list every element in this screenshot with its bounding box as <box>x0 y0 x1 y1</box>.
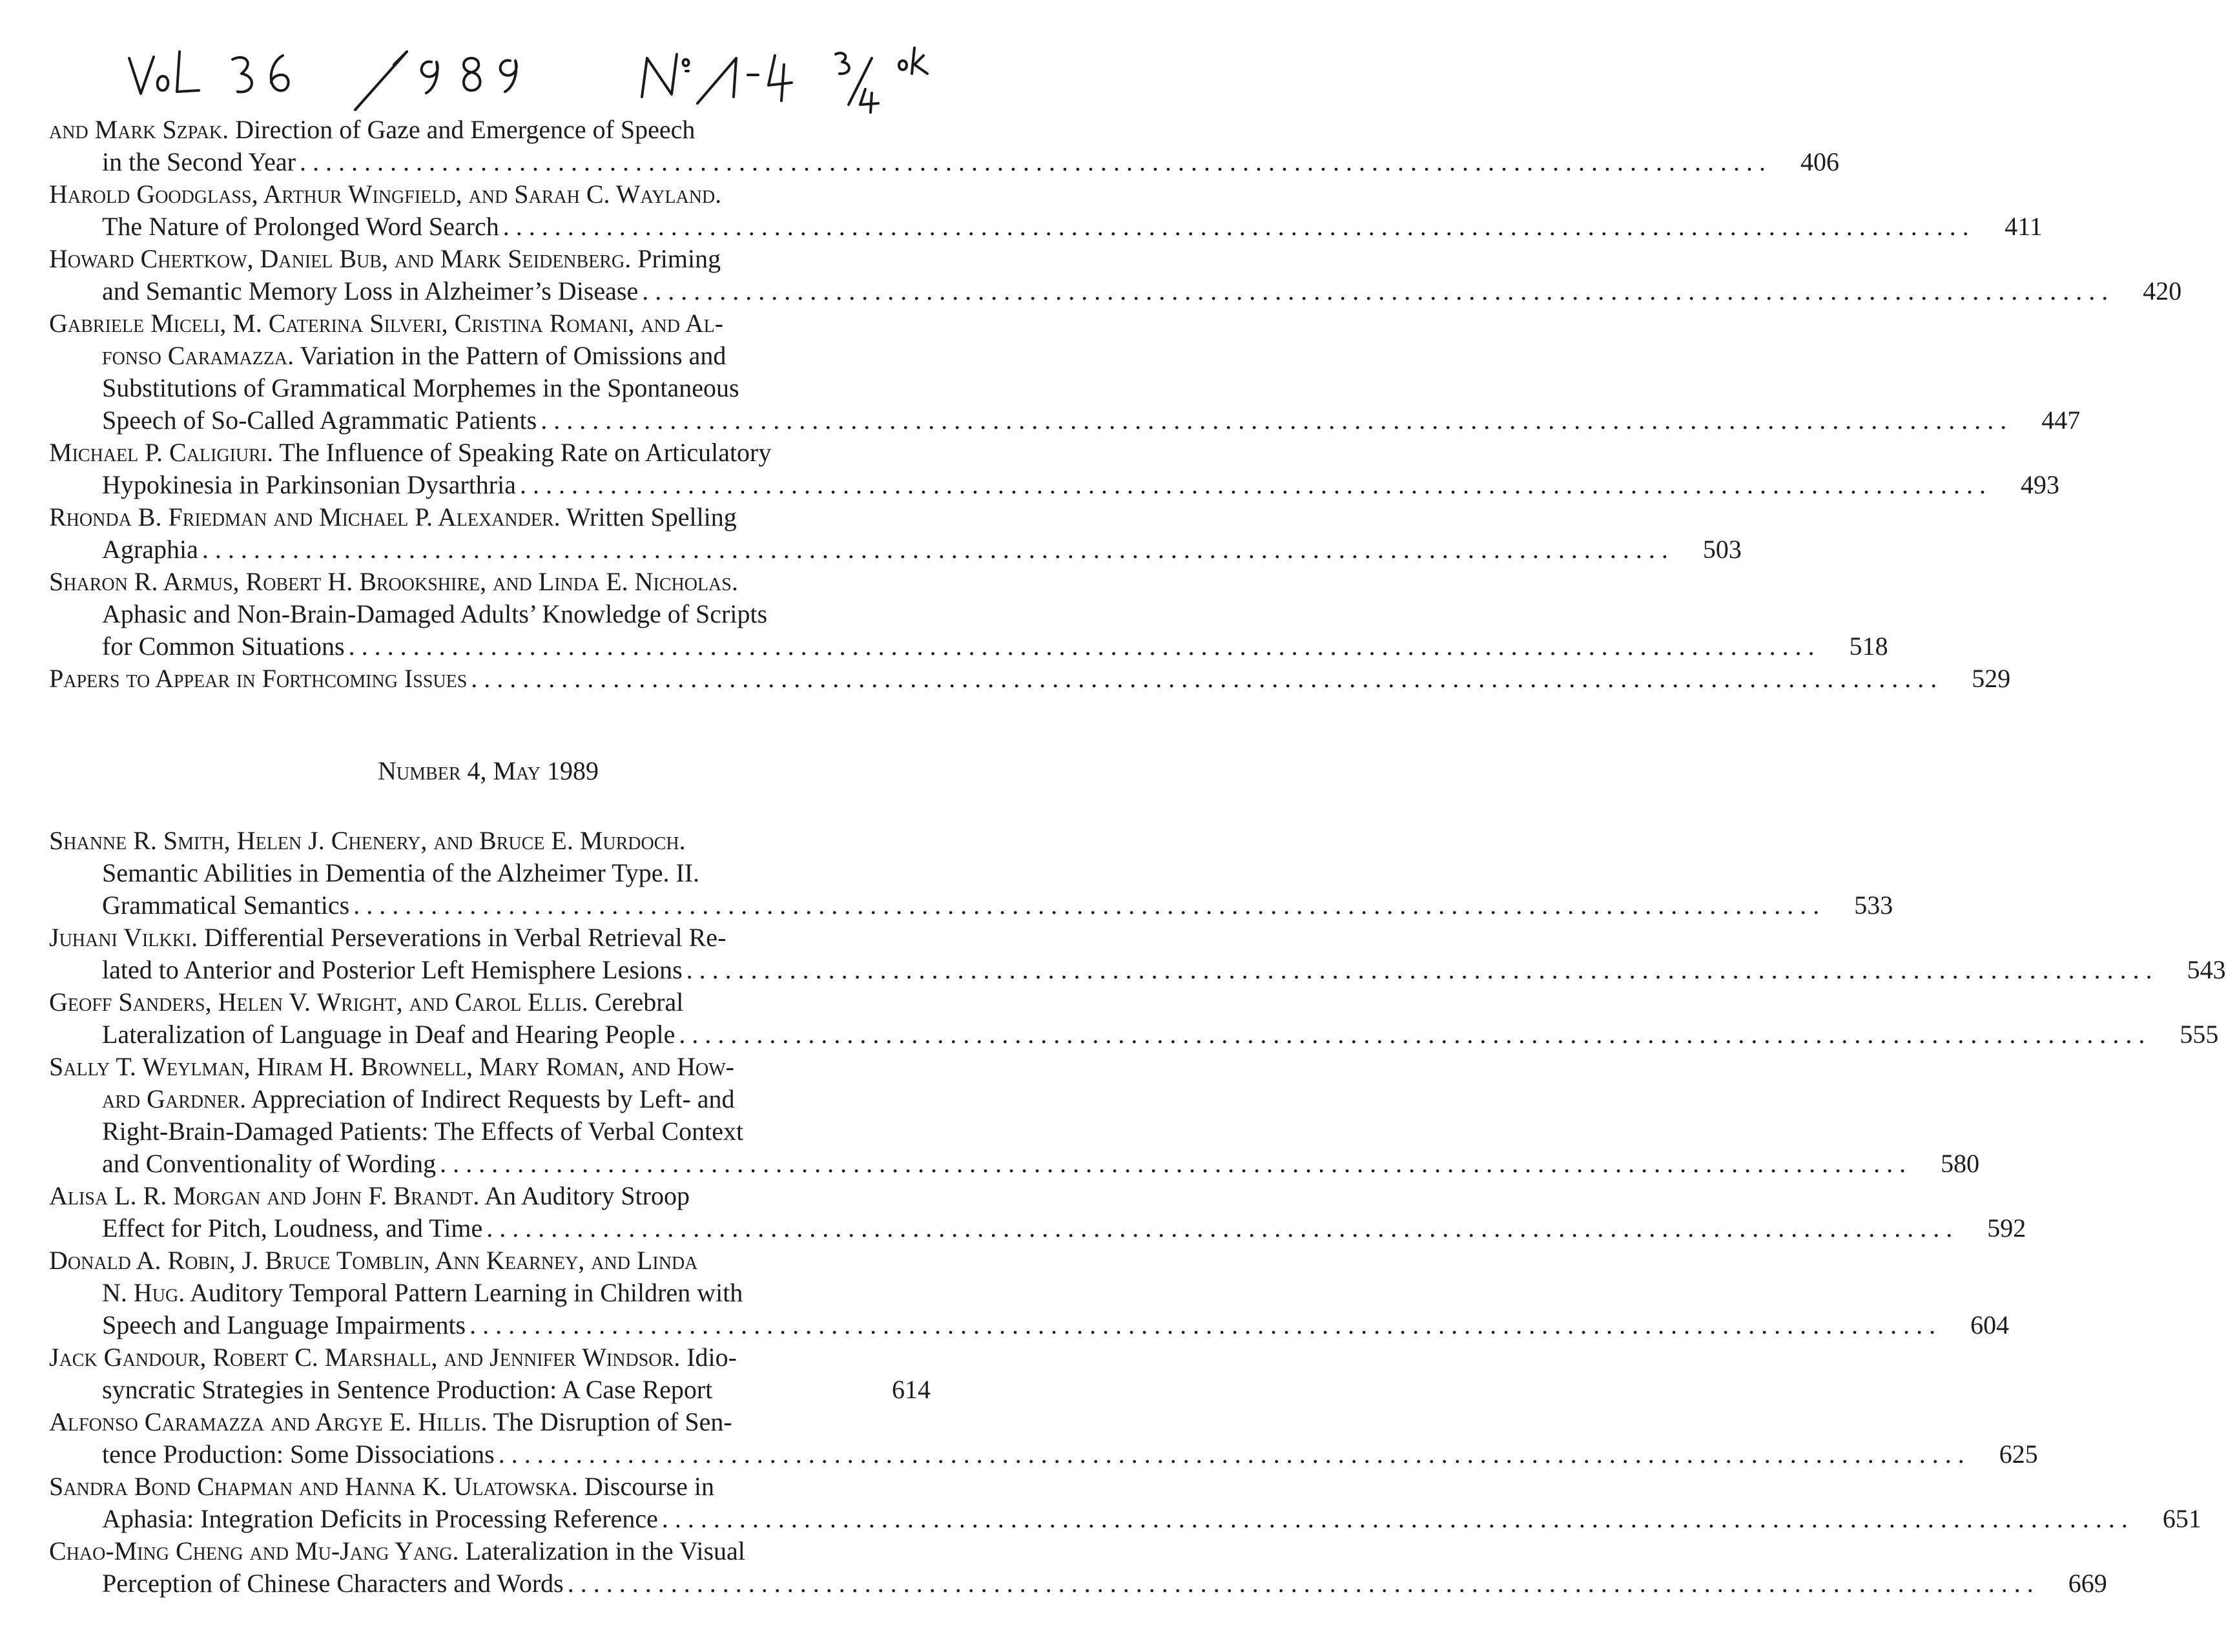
dot-leader <box>679 1018 2145 1051</box>
issue-3-entry <box>49 243 2182 307</box>
entry-line <box>49 1018 2219 1051</box>
entry-title: Discourse in <box>577 1472 714 1501</box>
page-number: 493 <box>2021 470 2059 499</box>
entry-line-text <box>102 1567 564 1600</box>
entry-line-text <box>102 146 296 178</box>
dot-leader <box>300 146 1766 178</box>
entry-line <box>49 566 931 598</box>
issue-3-entry <box>49 114 1839 178</box>
entry-authors: Chao-Ming Cheng and Mu-Jang Yang. <box>49 1536 459 1565</box>
entry-title: Direction of Gaze and Emergence of Speech <box>229 115 696 144</box>
entry-line <box>49 1503 2201 1535</box>
entry-line <box>49 404 2081 437</box>
entry-line-text <box>49 437 771 469</box>
entry-line <box>49 1180 931 1212</box>
handwritten-volume-note <box>123 32 936 116</box>
dot-leader <box>520 469 1986 501</box>
issue-4-entry <box>49 986 2219 1051</box>
entry-title: Written Spelling <box>560 502 737 532</box>
entry-line <box>49 986 931 1018</box>
entry-line-text <box>102 404 537 437</box>
entry-line-text <box>102 340 726 372</box>
entry-line <box>49 630 1888 663</box>
page-number: 411 <box>2004 212 2043 241</box>
entry-title: Speech of So-Called Agrammatic Patients <box>102 406 537 435</box>
entry-line <box>49 1471 931 1503</box>
entry-line-text <box>102 1438 495 1471</box>
dot-leader <box>499 1438 1964 1471</box>
entry-title: tence Production: Some Dissociations <box>102 1440 495 1469</box>
entry-line <box>49 954 2226 986</box>
entry-line-text <box>49 1244 697 1277</box>
entry-title: Right-Brain-Damaged Patients: The Effects of Verbal Context <box>102 1117 744 1146</box>
entry-title: Appreciation of Indirect Requests by Left- and <box>246 1084 735 1113</box>
entry-authors: Juhani Vilkki. <box>49 923 198 952</box>
entry-authors: Sandra Bond Chapman and Hanna K. Ulatowska. <box>49 1472 578 1501</box>
entry-authors: Howard Chertkow, Daniel Bub, and Mark Seidenberg. <box>49 244 632 273</box>
entry-line <box>49 501 931 533</box>
issue-3-entry <box>49 307 2081 437</box>
entry-title: Speech and Language Impairments <box>102 1310 466 1339</box>
entry-authors: N. Hug. <box>102 1278 185 1307</box>
entry-line <box>49 663 2011 695</box>
entry-line-text <box>102 1115 743 1148</box>
entry-line-text <box>49 1406 732 1438</box>
entry-line-text <box>49 663 467 695</box>
page-number: 406 <box>1800 147 1839 176</box>
entry-title: Idio- <box>680 1343 737 1372</box>
entry-title: Aphasic and Non-Brain-Damaged Adults’ Knowledge of Scripts <box>102 599 768 628</box>
entry-line <box>49 1406 931 1438</box>
page-number: 592 <box>1987 1213 2026 1243</box>
entry-line-text <box>102 1083 735 1115</box>
entry-authors: Alfonso Caramazza and Argye E. Hillis. <box>49 1407 488 1436</box>
entry-line-text <box>49 1051 734 1083</box>
entry-title: Effect for Pitch, Loudness, and Time <box>102 1213 483 1243</box>
entry-line-text <box>49 307 723 340</box>
dot-leader <box>440 1148 1906 1180</box>
entry-line-text <box>102 1148 436 1180</box>
entry-line <box>49 1374 931 1406</box>
entry-title: Auditory Temporal Pattern Learning in Children with <box>185 1278 743 1307</box>
entry-line <box>49 598 931 630</box>
entry-line <box>49 922 931 954</box>
entry-title: Perception of Chinese Characters and Words <box>102 1569 564 1598</box>
entry-authors: Sally T. Weylman, Hiram H. Brownell, Mary Roman, and How- <box>49 1052 734 1081</box>
entry-title: An Auditory Stroop <box>479 1181 690 1210</box>
entry-line <box>49 1051 931 1083</box>
entry-title: Lateralization of Language in Deaf and Hearing People <box>102 1020 675 1049</box>
entry-line-text <box>49 825 686 857</box>
page-number: 651 <box>2162 1504 2201 1533</box>
entry-title: lated to Anterior and Posterior Left Hemisphere Lesions <box>102 955 683 984</box>
entry-line <box>49 469 2059 501</box>
entry-line <box>49 340 931 372</box>
dot-leader <box>541 404 2006 437</box>
dot-leader <box>349 630 1815 663</box>
entry-line <box>49 114 931 146</box>
entry-line <box>49 1212 2026 1244</box>
entry-title: Aphasia: Integration Deficits in Processing Reference <box>102 1504 658 1533</box>
entry-title: Substitutions of Grammatical Morphemes in the Spontaneous <box>102 373 739 402</box>
issue-3-entry <box>49 437 2059 501</box>
entry-line-text <box>49 1535 745 1567</box>
dot-leader <box>568 1567 2034 1600</box>
entry-authors: Shanne R. Smith, Helen J. Chenery, and Bruce E. Murdoch. <box>49 826 686 855</box>
issue-4-entry <box>49 825 1893 922</box>
page-number: 533 <box>1854 891 1893 920</box>
entry-line <box>49 1083 931 1115</box>
entry-line-text <box>102 1374 712 1406</box>
entry-line <box>49 1277 931 1309</box>
entry-authors: Donald A. Robin, J. Bruce Tomblin, Ann Kearney, and Linda <box>49 1246 698 1275</box>
entry-line-text <box>49 986 683 1018</box>
issue-3-entry <box>49 178 2043 243</box>
entry-line <box>49 1535 931 1567</box>
entry-line <box>49 1309 2010 1341</box>
entry-authors: Rhonda B. Friedman and Michael P. Alexander. <box>49 502 561 532</box>
issue-4-entry <box>49 1341 931 1406</box>
page-number: 580 <box>1941 1149 1980 1178</box>
entry-title: The Disruption of Sen- <box>487 1407 732 1436</box>
entry-line-text <box>102 469 516 501</box>
entry-authors: Alisa L. R. Morgan and John F. Brandt. <box>49 1181 480 1210</box>
page-number: 543 <box>2187 955 2226 984</box>
entry-line-text <box>102 1277 743 1309</box>
entry-title: and Conventionality of Wording <box>102 1149 437 1178</box>
entry-line <box>49 1148 1980 1180</box>
dot-leader <box>686 954 2152 986</box>
issue-4-entry <box>49 1471 2201 1535</box>
page-number: 669 <box>2068 1569 2107 1598</box>
entry-line-text <box>102 1212 482 1244</box>
page-number: 518 <box>1849 632 1888 661</box>
section-heading-number-4: Number 4, May 1989 <box>378 756 599 785</box>
entry-authors: Gabriele Miceli, M. Caterina Silveri, Cristina Romani, and Al- <box>49 309 724 338</box>
issue-3-entry <box>49 566 1888 663</box>
entry-line-text <box>102 372 739 404</box>
issue-4-entry <box>49 1244 2010 1341</box>
entry-line-text <box>102 954 683 986</box>
entry-authors: Sharon R. Armus, Robert H. Brookshire, and Linda E. Nicholas. <box>49 567 738 596</box>
entry-title: Differential Perseverations in Verbal Retrieval Re- <box>198 923 727 952</box>
entry-line-text <box>102 211 499 243</box>
entry-line-text <box>49 243 721 275</box>
entry-line <box>49 1567 2107 1600</box>
entry-line-text <box>102 630 345 663</box>
entry-title: for Common Situations <box>102 632 345 661</box>
entry-line <box>49 211 2043 243</box>
issue-4-entry <box>49 1180 2026 1244</box>
entry-line <box>49 533 1742 566</box>
entry-line-text <box>49 1471 714 1503</box>
entry-line <box>49 146 1839 178</box>
entry-line-text <box>49 922 726 954</box>
entry-line-text <box>49 178 721 211</box>
entry-title: Agraphia <box>102 535 198 564</box>
entry-title: Cerebral <box>588 987 684 1017</box>
entry-line <box>49 889 1893 922</box>
contents-list-issue-3 <box>49 114 2182 695</box>
entry-line <box>49 372 931 404</box>
entry-line-text <box>49 1180 690 1212</box>
page-number: 529 <box>1972 664 2011 693</box>
entry-line <box>49 275 2182 307</box>
entry-line-text <box>102 857 699 889</box>
issue-4-entry <box>49 1535 2107 1600</box>
entry-authors: and Mark Szpak. <box>49 115 229 144</box>
dot-leader <box>662 1503 2128 1535</box>
dot-leader <box>353 889 1819 922</box>
entry-title: in the Second Year <box>102 147 296 176</box>
entry-line-text <box>49 501 737 533</box>
entry-line-text <box>102 275 638 307</box>
entry-line <box>49 307 931 340</box>
entry-line <box>49 178 931 211</box>
issue-4-entry <box>49 1051 1980 1180</box>
page-number: 447 <box>2041 406 2081 435</box>
contents-list-issue-4 <box>49 825 2226 1600</box>
entry-line-text <box>49 1341 737 1374</box>
entry-line-text <box>102 533 198 566</box>
entry-line <box>49 1115 931 1148</box>
entry-title: Variation in the Pattern of Omissions and <box>294 341 727 370</box>
entry-line <box>49 825 931 857</box>
page-number: 614 <box>892 1375 931 1404</box>
entry-line-text <box>49 114 695 146</box>
dot-leader <box>642 275 2108 307</box>
entry-title: The Nature of Prolonged Word Search <box>102 212 499 241</box>
issue-3-entry <box>49 501 1742 566</box>
entry-line-text <box>102 1309 466 1341</box>
entry-authors: Geoff Sanders, Helen V. Wright, and Carol Ellis. <box>49 987 588 1017</box>
entry-title: syncratic Strategies in Sentence Production: A Case Report <box>102 1375 713 1404</box>
entry-line <box>49 1244 931 1277</box>
dot-leader <box>503 211 1969 243</box>
entry-line-text <box>49 566 738 598</box>
entry-line-text <box>102 1503 658 1535</box>
dot-leader <box>469 1309 1935 1341</box>
dot-leader <box>202 533 1668 566</box>
entry-authors: Michael P. Caligiuri. <box>49 438 274 467</box>
page-number: 420 <box>2143 276 2182 305</box>
entry-line-text <box>102 598 767 630</box>
entry-title: Priming <box>631 244 721 273</box>
entry-line <box>49 243 931 275</box>
entry-title: Lateralization in the Visual <box>459 1536 745 1565</box>
entry-authors: fonso Caramazza. <box>102 341 294 370</box>
entry-authors: Jack Gandour, Robert C. Marshall, and Jennifer Windsor. <box>49 1343 681 1372</box>
page-number: 604 <box>1970 1310 2010 1339</box>
entry-line-text <box>102 889 349 922</box>
entry-title: The Influence of Speaking Rate on Articulatory <box>273 438 772 467</box>
dot-leader <box>471 663 1937 695</box>
entry-line <box>49 857 931 889</box>
entry-title: Grammatical Semantics <box>102 891 350 920</box>
entry-title: Hypokinesia in Parkinsonian Dysarthria <box>102 470 516 499</box>
entry-authors: Harold Goodglass, Arthur Wingfield, and Sarah C. Wayland. <box>49 180 722 209</box>
entry-line-text <box>102 1018 675 1051</box>
entry-authors: Papers to Appear in Forthcoming Issues <box>49 664 468 693</box>
entry-authors: ard Gardner. <box>102 1084 247 1113</box>
issue-3-entry <box>49 663 2011 695</box>
entry-title: Semantic Abilities in Dementia of the Alzheimer Type. II. <box>102 858 700 887</box>
entry-title: and Semantic Memory Loss in Alzheimer’s Disease <box>102 276 639 305</box>
issue-4-entry <box>49 1406 2038 1471</box>
page-number: 625 <box>1999 1440 2038 1469</box>
issue-4-entry <box>49 922 2226 986</box>
page-number: 555 <box>2180 1020 2219 1049</box>
page-number: 503 <box>1702 535 1742 564</box>
entry-line <box>49 437 931 469</box>
entry-line <box>49 1341 931 1374</box>
entry-line <box>49 1438 2038 1471</box>
dot-leader <box>486 1212 1952 1244</box>
